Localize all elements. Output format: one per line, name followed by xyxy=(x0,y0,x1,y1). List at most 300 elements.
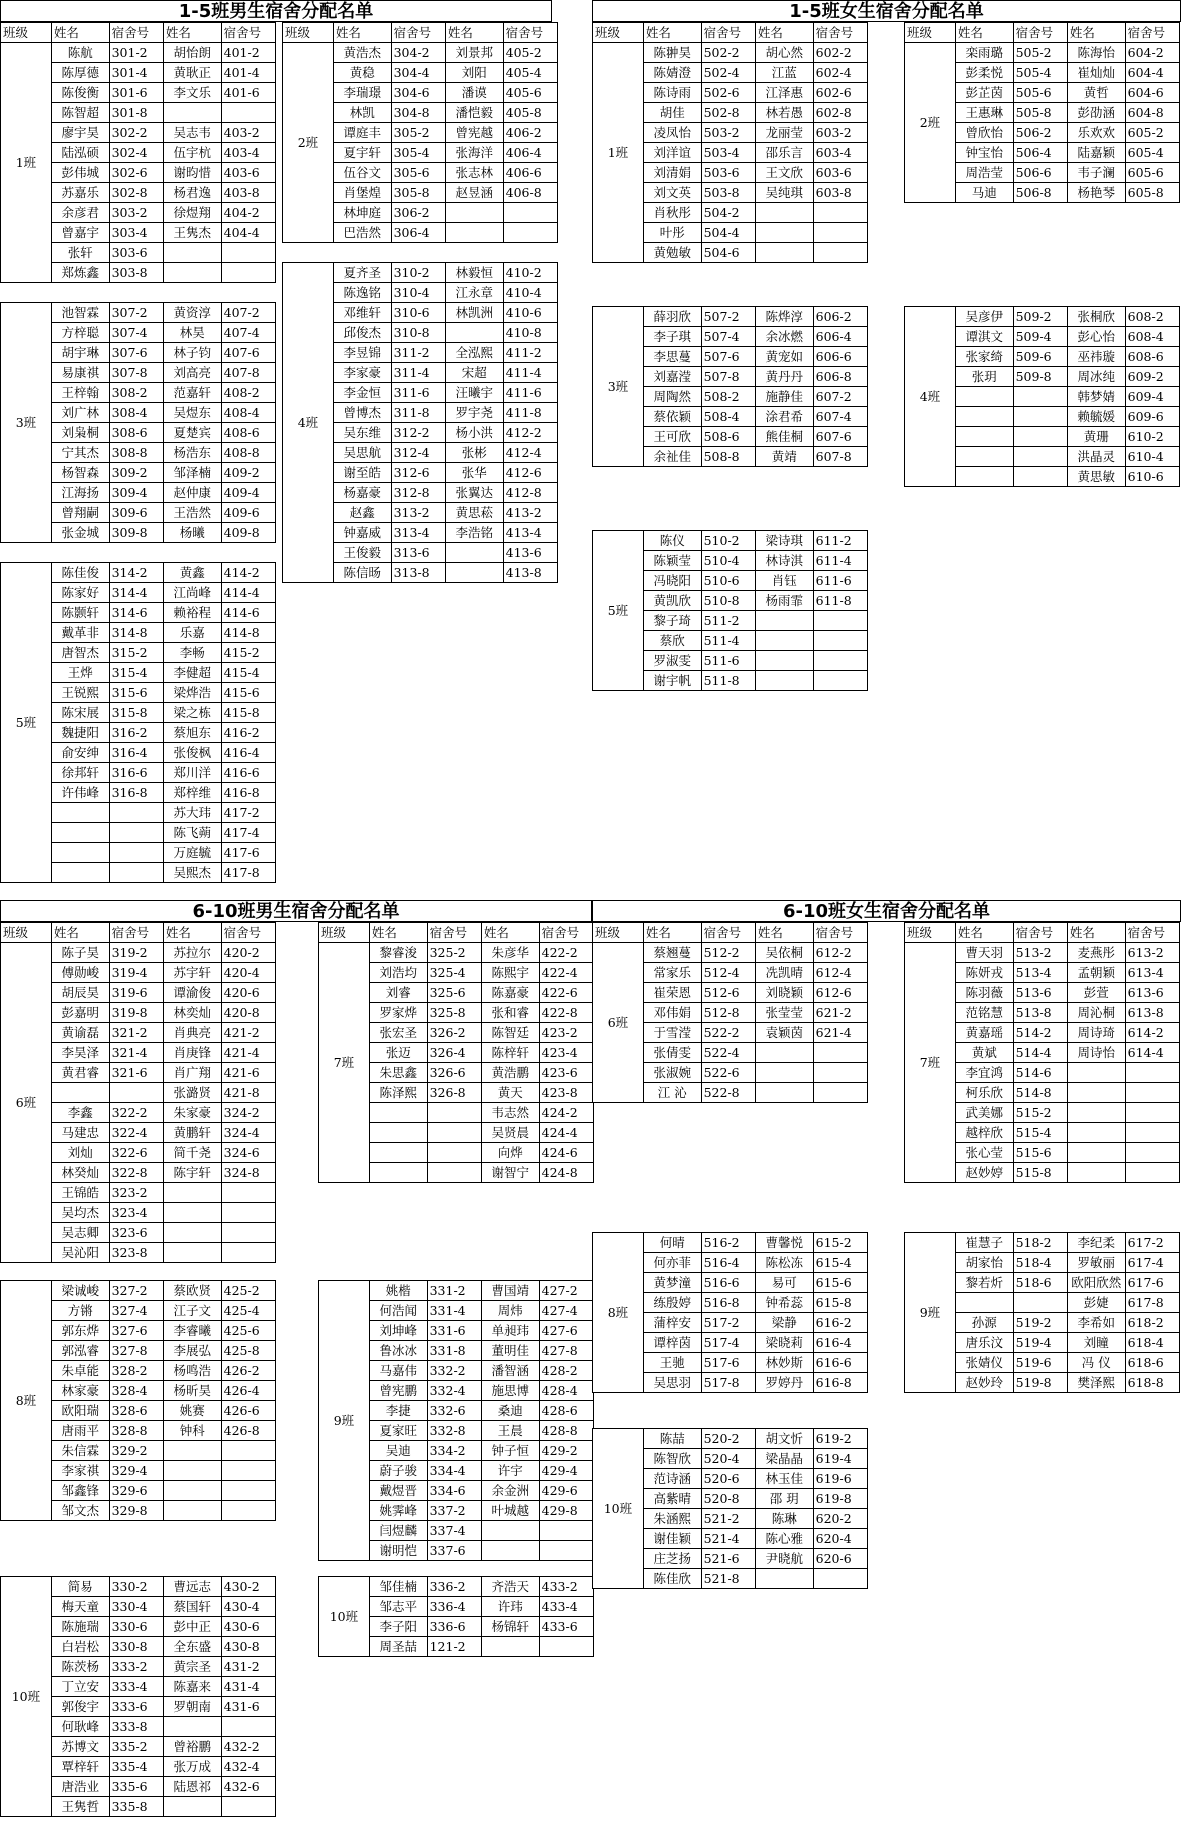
student-name-cell: 刘浩均 xyxy=(369,963,427,983)
room-number-cell: 321-6 xyxy=(109,1063,163,1083)
female-6-10-class-block xyxy=(592,1428,868,1589)
room-number-cell: 607-6 xyxy=(813,427,867,447)
student-name-cell: 曾嘉宇 xyxy=(51,223,109,243)
male-6-10-class-block xyxy=(318,1280,594,1561)
student-name-cell: 夏家旺 xyxy=(369,1421,427,1441)
student-name-cell: 梁晓莉 xyxy=(755,1333,813,1353)
room-number-cell: 511-6 xyxy=(701,651,755,671)
student-name-cell: 周陶然 xyxy=(643,387,701,407)
student-name-cell xyxy=(163,103,221,123)
room-number-cell: 607-4 xyxy=(813,407,867,427)
student-name-cell xyxy=(445,323,503,343)
room-number-cell: 312-6 xyxy=(391,463,445,483)
student-name-cell: 王锐熙 xyxy=(51,683,109,703)
student-name-cell: 何浩闻 xyxy=(369,1301,427,1321)
room-number-cell: 411-8 xyxy=(503,403,557,423)
room-number-cell: 407-2 xyxy=(221,303,275,323)
room-number-cell xyxy=(221,1441,275,1461)
student-name-cell: 彭柔悦 xyxy=(955,63,1013,83)
student-name-cell: 罗淑雯 xyxy=(643,651,701,671)
room-number-cell: 121-2 xyxy=(427,1637,481,1657)
room-number-cell: 616-8 xyxy=(813,1373,867,1393)
student-name-cell: 黄稳 xyxy=(333,63,391,83)
class-column-header: 班级 xyxy=(905,923,956,943)
room-number-cell: 314-2 xyxy=(109,563,163,583)
room-number-cell xyxy=(1125,1143,1179,1163)
student-name-cell: 李文乐 xyxy=(163,83,221,103)
room-number-cell: 325-4 xyxy=(427,963,481,983)
student-name-cell: 白岩松 xyxy=(51,1637,109,1657)
student-name-cell xyxy=(163,1501,221,1521)
room-number-cell xyxy=(1125,1063,1179,1083)
student-name-cell: 于雪滢 xyxy=(643,1023,701,1043)
name-column-header: 姓名 xyxy=(163,923,221,943)
room-number-cell: 423-4 xyxy=(539,1043,593,1063)
table-row xyxy=(1,1281,276,1301)
room-number-cell xyxy=(221,1243,275,1263)
student-name-cell: 陈羽薇 xyxy=(955,983,1013,1003)
class-label: 2班 xyxy=(905,43,956,203)
student-name-cell: 覃梓轩 xyxy=(51,1757,109,1777)
table-row xyxy=(1,303,276,323)
student-name-cell: 黄君睿 xyxy=(51,1063,109,1083)
room-number-cell: 332-6 xyxy=(427,1401,481,1421)
room-number-cell: 324-2 xyxy=(221,1103,275,1123)
table-row xyxy=(283,263,558,283)
student-name-cell: 杨曦 xyxy=(163,523,221,543)
student-name-cell: 张志林 xyxy=(445,163,503,183)
room-number-cell: 518-6 xyxy=(1013,1273,1067,1293)
room-number-cell: 405-2 xyxy=(503,43,557,63)
header-row xyxy=(1,923,276,943)
room-number-cell: 509-6 xyxy=(1013,347,1067,367)
student-name-cell xyxy=(755,1569,813,1589)
student-name-cell xyxy=(755,1043,813,1063)
student-name-cell: 高紫晴 xyxy=(643,1489,701,1509)
room-number-cell: 416-4 xyxy=(221,743,275,763)
header-row xyxy=(283,23,558,43)
student-name-cell: 崔慧子 xyxy=(955,1233,1013,1253)
room-number-cell: 515-2 xyxy=(1013,1103,1067,1123)
room-number-cell: 335-2 xyxy=(109,1737,163,1757)
student-name-cell: 陈施瑞 xyxy=(51,1617,109,1637)
student-name-cell: 黄梦潼 xyxy=(643,1273,701,1293)
room-number-cell: 305-2 xyxy=(391,123,445,143)
room-number-cell: 617-4 xyxy=(1125,1253,1179,1273)
student-name-cell: 张迈 xyxy=(369,1043,427,1063)
room-number-cell: 406-8 xyxy=(503,183,557,203)
room-number-cell: 604-2 xyxy=(1125,43,1179,63)
room-column-header: 宿舍号 xyxy=(109,23,163,43)
room-number-cell xyxy=(221,1717,275,1737)
room-number-cell: 508-6 xyxy=(701,427,755,447)
room-number-cell xyxy=(813,671,867,691)
student-name-cell: 谢宇帆 xyxy=(643,671,701,691)
student-name-cell: 杨浩东 xyxy=(163,443,221,463)
student-name-cell: 单昶玮 xyxy=(481,1321,539,1341)
room-number-cell: 428-4 xyxy=(539,1381,593,1401)
room-number-cell: 602-6 xyxy=(813,83,867,103)
class-label: 2班 xyxy=(283,43,334,243)
room-number-cell: 619-8 xyxy=(813,1489,867,1509)
room-column-header: 宿舍号 xyxy=(427,923,481,943)
student-name-cell: 赵妙婷 xyxy=(955,1163,1013,1183)
student-name-cell: 马建忠 xyxy=(51,1123,109,1143)
room-column-header: 宿舍号 xyxy=(1125,23,1179,43)
class-label: 6班 xyxy=(1,943,52,1263)
student-name-cell: 蔡旭东 xyxy=(163,723,221,743)
room-number-cell: 423-8 xyxy=(539,1083,593,1103)
female-6-10-section xyxy=(592,900,1181,1586)
room-number-cell: 430-8 xyxy=(221,1637,275,1657)
room-number-cell: 405-8 xyxy=(503,103,557,123)
room-number-cell: 311-6 xyxy=(391,383,445,403)
room-number-cell: 405-4 xyxy=(503,63,557,83)
student-name-cell: 张华 xyxy=(445,463,503,483)
room-number-cell: 322-4 xyxy=(109,1123,163,1143)
student-name-cell: 孙源 xyxy=(955,1313,1013,1333)
room-number-cell: 519-2 xyxy=(1013,1313,1067,1333)
room-number-cell xyxy=(539,1637,593,1657)
room-number-cell: 401-2 xyxy=(221,43,275,63)
room-number-cell: 319-6 xyxy=(109,983,163,1003)
student-name-cell: 黎若炘 xyxy=(955,1273,1013,1293)
student-name-cell: 陈宇轩 xyxy=(163,1163,221,1183)
student-name-cell: 向烨 xyxy=(481,1143,539,1163)
student-name-cell: 黄勉敏 xyxy=(643,243,701,263)
room-number-cell xyxy=(539,1541,593,1561)
room-number-cell xyxy=(1013,447,1067,467)
student-name-cell: 吴思航 xyxy=(333,443,391,463)
student-name-cell: 黄鹏轩 xyxy=(163,1123,221,1143)
room-number-cell: 332-2 xyxy=(427,1361,481,1381)
class-label: 4班 xyxy=(905,307,956,487)
student-name-cell: 陈佳欣 xyxy=(643,1569,701,1589)
room-number-cell: 505-2 xyxy=(1013,43,1067,63)
student-name-cell: 陈佳俊 xyxy=(51,563,109,583)
room-number-cell: 331-2 xyxy=(427,1281,481,1301)
table-row xyxy=(319,943,594,963)
student-name-cell: 方梓聪 xyxy=(51,323,109,343)
student-name-cell: 宁其杰 xyxy=(51,443,109,463)
student-name-cell: 廖宇昊 xyxy=(51,123,109,143)
student-name-cell: 朱信霖 xyxy=(51,1441,109,1461)
room-number-cell: 322-8 xyxy=(109,1163,163,1183)
room-number-cell: 410-4 xyxy=(503,283,557,303)
room-number-cell: 332-4 xyxy=(427,1381,481,1401)
room-number-cell: 414-8 xyxy=(221,623,275,643)
room-number-cell: 430-4 xyxy=(221,1597,275,1617)
student-name-cell: 谭庭丰 xyxy=(333,123,391,143)
student-name-cell: 吴沁阳 xyxy=(51,1243,109,1263)
room-number-cell xyxy=(813,1043,867,1063)
room-number-cell xyxy=(221,1481,275,1501)
student-name-cell: 俞安绅 xyxy=(51,743,109,763)
table-row xyxy=(283,43,558,63)
room-number-cell: 325-8 xyxy=(427,1003,481,1023)
male-1-5-class-block xyxy=(282,262,558,583)
student-name-cell: 戴煜晋 xyxy=(369,1481,427,1501)
student-name-cell: 王晨 xyxy=(481,1421,539,1441)
student-name-cell: 戴革非 xyxy=(51,623,109,643)
roster-table xyxy=(282,262,558,583)
student-name-cell: 陈茨杨 xyxy=(51,1657,109,1677)
room-number-cell: 517-8 xyxy=(701,1373,755,1393)
table-row xyxy=(593,531,868,551)
student-name-cell: 周圣喆 xyxy=(369,1637,427,1657)
student-name-cell: 易可 xyxy=(755,1273,813,1293)
room-number-cell: 513-6 xyxy=(1013,983,1067,1003)
room-number-cell: 505-6 xyxy=(1013,83,1067,103)
student-name-cell: 袁颖茵 xyxy=(755,1023,813,1043)
room-column-header: 宿舍号 xyxy=(701,23,755,43)
student-name-cell: 陈海怡 xyxy=(1067,43,1125,63)
student-name-cell: 伍谷文 xyxy=(333,163,391,183)
student-name-cell: 谢佳颖 xyxy=(643,1529,701,1549)
room-number-cell: 609-4 xyxy=(1125,387,1179,407)
room-number-cell: 335-4 xyxy=(109,1757,163,1777)
student-name-cell: 彭萱 xyxy=(1067,983,1125,1003)
female-1-5-class-block xyxy=(592,530,868,691)
room-number-cell: 302-6 xyxy=(109,163,163,183)
student-name-cell: 江海扬 xyxy=(51,483,109,503)
student-name-cell: 黄宗圣 xyxy=(163,1657,221,1677)
student-name-cell: 邹志平 xyxy=(369,1597,427,1617)
student-name-cell xyxy=(163,1223,221,1243)
name-column-header: 姓名 xyxy=(1067,923,1125,943)
room-number-cell: 334-4 xyxy=(427,1461,481,1481)
student-name-cell xyxy=(445,203,503,223)
room-number-cell: 432-4 xyxy=(221,1757,275,1777)
table-row xyxy=(905,307,1180,327)
student-name-cell xyxy=(51,803,109,823)
student-name-cell: 余冰燃 xyxy=(755,327,813,347)
room-number-cell: 621-4 xyxy=(813,1023,867,1043)
student-name-cell: 李捷 xyxy=(369,1401,427,1421)
student-name-cell: 江永章 xyxy=(445,283,503,303)
student-name-cell: 谢明恺 xyxy=(369,1541,427,1561)
room-number-cell: 414-2 xyxy=(221,563,275,583)
student-name-cell: 陈智超 xyxy=(51,103,109,123)
student-name-cell: 周诗琦 xyxy=(1067,1023,1125,1043)
room-number-cell xyxy=(1013,427,1067,447)
room-number-cell: 408-4 xyxy=(221,403,275,423)
room-number-cell: 426-4 xyxy=(221,1381,275,1401)
student-name-cell: 曹远志 xyxy=(163,1577,221,1597)
room-number-cell: 309-2 xyxy=(109,463,163,483)
room-number-cell: 430-6 xyxy=(221,1617,275,1637)
class-label: 8班 xyxy=(593,1233,644,1393)
student-name-cell: 陈妍戎 xyxy=(955,963,1013,983)
student-name-cell: 陈子昊 xyxy=(51,943,109,963)
name-column-header: 姓名 xyxy=(643,23,701,43)
room-number-cell: 302-4 xyxy=(109,143,163,163)
room-number-cell: 334-6 xyxy=(427,1481,481,1501)
student-name-cell: 赖裕程 xyxy=(163,603,221,623)
room-number-cell: 517-4 xyxy=(701,1333,755,1353)
student-name-cell: 李睿曦 xyxy=(163,1321,221,1341)
room-number-cell: 606-6 xyxy=(813,347,867,367)
student-name-cell: 栾雨璐 xyxy=(955,43,1013,63)
student-name-cell: 王惠琳 xyxy=(955,103,1013,123)
student-name-cell: 郭俊宇 xyxy=(51,1697,109,1717)
student-name-cell: 蔡欧贤 xyxy=(163,1281,221,1301)
room-number-cell: 307-8 xyxy=(109,363,163,383)
male-6-10-header-table-right xyxy=(318,922,594,1183)
student-name-cell: 王驰 xyxy=(643,1353,701,1373)
student-name-cell: 黎子琦 xyxy=(643,611,701,631)
room-number-cell: 609-2 xyxy=(1125,367,1179,387)
student-name-cell xyxy=(1067,1103,1125,1123)
student-name-cell: 黎睿浚 xyxy=(369,943,427,963)
student-name-cell: 邱俊杰 xyxy=(333,323,391,343)
student-name-cell xyxy=(755,243,813,263)
room-number-cell: 606-2 xyxy=(813,307,867,327)
room-number-cell: 335-8 xyxy=(109,1797,163,1817)
room-number-cell: 605-6 xyxy=(1125,163,1179,183)
student-name-cell: 黄斌 xyxy=(955,1043,1013,1063)
room-number-cell: 315-4 xyxy=(109,663,163,683)
student-name-cell: 李健超 xyxy=(163,663,221,683)
room-number-cell: 333-2 xyxy=(109,1657,163,1677)
class-label: 1班 xyxy=(593,43,644,263)
student-name-cell: 易康祺 xyxy=(51,363,109,383)
student-name-cell: 胡文忻 xyxy=(755,1429,813,1449)
room-number-cell: 516-4 xyxy=(701,1253,755,1273)
student-name-cell: 谢至皓 xyxy=(333,463,391,483)
student-name-cell xyxy=(445,223,503,243)
student-name-cell: 吴煜东 xyxy=(163,403,221,423)
room-number-cell: 413-2 xyxy=(503,503,557,523)
student-name-cell: 常家乐 xyxy=(643,963,701,983)
room-column-header: 宿舍号 xyxy=(813,23,867,43)
room-number-cell: 305-4 xyxy=(391,143,445,163)
student-name-cell: 张俊枫 xyxy=(163,743,221,763)
student-name-cell: 邵乐言 xyxy=(755,143,813,163)
student-name-cell: 苏宇轩 xyxy=(163,963,221,983)
student-name-cell: 傅勋峻 xyxy=(51,963,109,983)
room-number-cell: 426-6 xyxy=(221,1401,275,1421)
student-name-cell: 张桐欣 xyxy=(1067,307,1125,327)
student-name-cell: 陈智廷 xyxy=(481,1023,539,1043)
room-number-cell: 620-6 xyxy=(813,1549,867,1569)
female-1-5-header-table-left xyxy=(592,22,868,263)
class-column-header: 班级 xyxy=(1,923,52,943)
room-number-cell xyxy=(427,1163,481,1183)
student-name-cell: 刘嘉滢 xyxy=(643,367,701,387)
female-1-5-title: 1-5班女生宿舍分配名单 xyxy=(592,0,1181,22)
student-name-cell: 龙丽莹 xyxy=(755,123,813,143)
room-number-cell xyxy=(1125,1163,1179,1183)
room-number-cell: 613-4 xyxy=(1125,963,1179,983)
student-name-cell: 唐雨平 xyxy=(51,1421,109,1441)
room-column-header: 宿舍号 xyxy=(503,23,557,43)
room-number-cell: 614-4 xyxy=(1125,1043,1179,1063)
table-row xyxy=(319,1577,594,1597)
student-name-cell: 黄浩杰 xyxy=(333,43,391,63)
student-name-cell: 王可欣 xyxy=(643,427,701,447)
student-name-cell: 张翼达 xyxy=(445,483,503,503)
room-number-cell: 324-6 xyxy=(221,1143,275,1163)
class-label: 3班 xyxy=(593,307,644,467)
room-number-cell: 412-4 xyxy=(503,443,557,463)
room-number-cell: 516-2 xyxy=(701,1233,755,1253)
room-number-cell: 321-4 xyxy=(109,1043,163,1063)
student-name-cell: 蔡欣 xyxy=(643,631,701,651)
student-name-cell: 夏齐圣 xyxy=(333,263,391,283)
room-number-cell: 431-6 xyxy=(221,1697,275,1717)
room-number-cell: 513-8 xyxy=(1013,1003,1067,1023)
student-name-cell: 李鑫 xyxy=(51,1103,109,1123)
student-name-cell: 王锦皓 xyxy=(51,1183,109,1203)
student-name-cell: 彭婕 xyxy=(1067,1293,1125,1313)
room-number-cell xyxy=(109,1083,163,1103)
room-number-cell: 331-4 xyxy=(427,1301,481,1321)
room-number-cell: 618-8 xyxy=(1125,1373,1179,1393)
room-number-cell: 324-4 xyxy=(221,1123,275,1143)
room-number-cell: 618-2 xyxy=(1125,1313,1179,1333)
room-number-cell: 409-6 xyxy=(221,503,275,523)
student-name-cell: 肖广翔 xyxy=(163,1063,221,1083)
student-name-cell: 杨雨霏 xyxy=(755,591,813,611)
room-number-cell: 312-2 xyxy=(391,423,445,443)
student-name-cell: 梁诗琪 xyxy=(755,531,813,551)
student-name-cell: 刘灿 xyxy=(51,1143,109,1163)
room-number-cell: 312-8 xyxy=(391,483,445,503)
student-name-cell: 谭淇文 xyxy=(955,327,1013,347)
room-number-cell: 335-6 xyxy=(109,1777,163,1797)
room-number-cell: 301-2 xyxy=(109,43,163,63)
student-name-cell: 黄思敏 xyxy=(1067,467,1125,487)
room-number-cell xyxy=(503,203,557,223)
student-name-cell: 樊泽熙 xyxy=(1067,1373,1125,1393)
room-number-cell: 314-8 xyxy=(109,623,163,643)
room-number-cell: 510-4 xyxy=(701,551,755,571)
room-number-cell: 326-8 xyxy=(427,1083,481,1103)
room-number-cell: 310-6 xyxy=(391,303,445,323)
student-name-cell xyxy=(755,651,813,671)
room-number-cell xyxy=(427,1143,481,1163)
student-name-cell: 赵昱涵 xyxy=(445,183,503,203)
room-number-cell: 421-6 xyxy=(221,1063,275,1083)
student-name-cell: 巫祎璇 xyxy=(1067,347,1125,367)
room-number-cell: 333-4 xyxy=(109,1677,163,1697)
student-name-cell: 吴迪 xyxy=(369,1441,427,1461)
room-number-cell: 405-6 xyxy=(503,83,557,103)
male-6-10-section xyxy=(0,900,592,1814)
room-number-cell: 611-4 xyxy=(813,551,867,571)
student-name-cell xyxy=(481,1541,539,1561)
student-name-cell: 欧阳瑞 xyxy=(51,1401,109,1421)
room-number-cell xyxy=(1125,1083,1179,1103)
room-number-cell: 427-8 xyxy=(539,1341,593,1361)
room-number-cell: 510-2 xyxy=(701,531,755,551)
student-name-cell: 邹鑫锋 xyxy=(51,1481,109,1501)
room-number-cell: 428-8 xyxy=(539,1421,593,1441)
student-name-cell: 肖钰 xyxy=(755,571,813,591)
student-name-cell: 尹晓航 xyxy=(755,1549,813,1569)
room-number-cell: 607-2 xyxy=(813,387,867,407)
student-name-cell: 范铭慧 xyxy=(955,1003,1013,1023)
student-name-cell: 夏宇轩 xyxy=(333,143,391,163)
table-row xyxy=(905,1233,1180,1253)
student-name-cell: 叶城越 xyxy=(481,1501,539,1521)
header-row xyxy=(905,923,1180,943)
student-name-cell: 赵妙玲 xyxy=(955,1373,1013,1393)
student-name-cell: 潘智涵 xyxy=(481,1361,539,1381)
student-name-cell: 全泓熙 xyxy=(445,343,503,363)
student-name-cell: 武美娜 xyxy=(955,1103,1013,1123)
